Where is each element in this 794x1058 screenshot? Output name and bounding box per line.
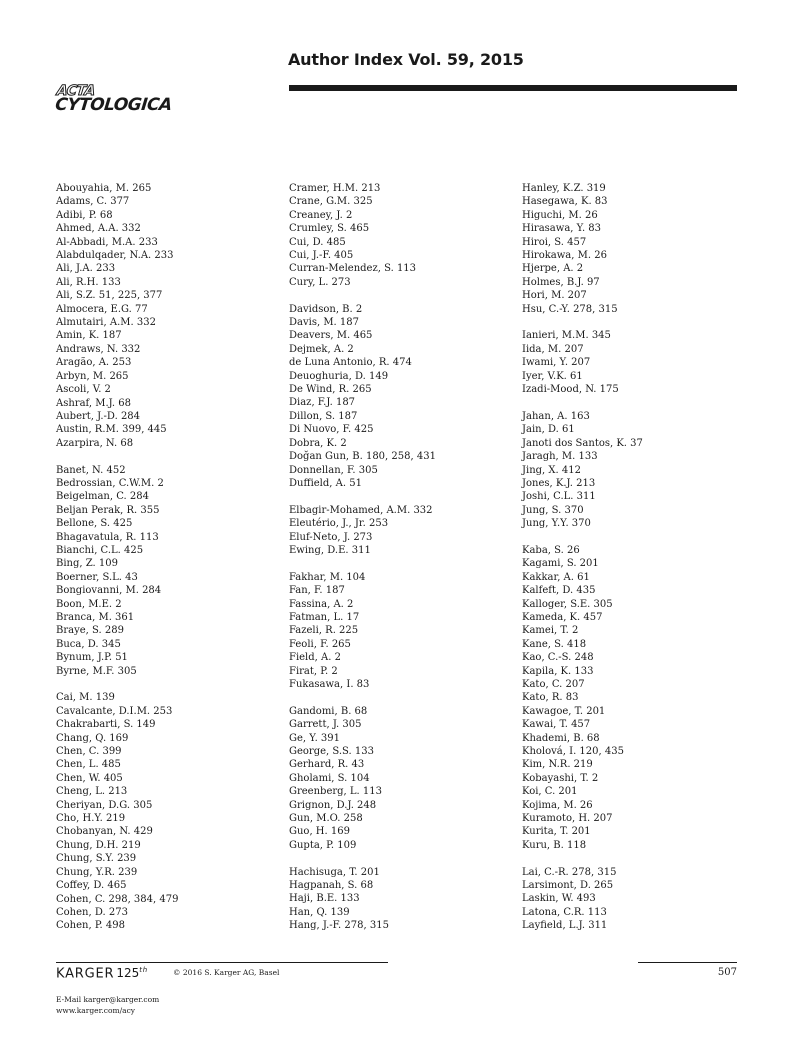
author-entry: Izadi-Mood, N. 175 bbox=[522, 384, 619, 396]
author-entry: Kalfeft, D. 435 bbox=[522, 585, 596, 597]
author-entry: Duffield, A. 51 bbox=[289, 477, 362, 489]
author-entry: Hang, J.-F. 278, 315 bbox=[289, 920, 389, 932]
author-entry: Fukasawa, I. 83 bbox=[289, 678, 370, 690]
author-entry: Kuramoto, H. 207 bbox=[522, 813, 613, 825]
author-entry: Ashraf, M.J. 68 bbox=[56, 397, 131, 409]
author-entry: Chobanyan, N. 429 bbox=[56, 826, 153, 838]
author-entry: Kamei, T. 2 bbox=[522, 625, 579, 637]
author-entry: Amin, K. 187 bbox=[56, 330, 122, 342]
author-entry: Eleutério, J., Jr. 253 bbox=[289, 518, 389, 530]
author-entry: Koi, C. 201 bbox=[522, 786, 578, 798]
author-entry: Grignon, D.J. 248 bbox=[289, 799, 377, 811]
author-entry: Bedrossian, C.W.M. 2 bbox=[56, 477, 164, 489]
author-entry: Almutairi, A.M. 332 bbox=[56, 317, 156, 329]
author-entry: George, S.S. 133 bbox=[289, 746, 374, 757]
author-entry: Banet, N. 452 bbox=[56, 464, 126, 476]
author-entry: Creaney, J. 2 bbox=[289, 209, 353, 221]
author-entry: Bhagavatula, R. 113 bbox=[56, 531, 159, 543]
author-entry: Bongiovanni, M. 284 bbox=[56, 585, 162, 597]
author-entry: Kawai, T. 457 bbox=[522, 719, 591, 731]
author-entry: Gun, M.O. 258 bbox=[289, 813, 363, 825]
author-entry: Ahmed, A.A. 332 bbox=[56, 223, 141, 235]
index-column-3 bbox=[522, 182, 754, 933]
author-entry: Iyer, V.K. 61 bbox=[522, 370, 583, 382]
author-entry: Jain, D. 61 bbox=[522, 424, 575, 436]
author-entry: Deuoghuria, D. 149 bbox=[289, 370, 389, 382]
author-entry: Byrne, M.F. 305 bbox=[56, 665, 137, 677]
logo-line-2: CYTOLOGICA bbox=[54, 95, 173, 115]
author-entry: Di Nuovo, F. 425 bbox=[289, 424, 374, 436]
publisher-name: KARGER bbox=[56, 966, 115, 982]
author-entry: Hiroi, S. 457 bbox=[522, 236, 587, 248]
author-entry: Fatman, L. 17 bbox=[289, 611, 360, 623]
journal-logo bbox=[54, 83, 174, 115]
author-entry: Adams, C. 377 bbox=[56, 196, 130, 208]
author-entry: Ewing, D.E. 311 bbox=[289, 544, 371, 556]
author-entry: Curran-Melendez, S. 113 bbox=[289, 263, 417, 275]
author-entry: Larsimont, D. 265 bbox=[522, 880, 614, 892]
author-entry: Kurita, T. 201 bbox=[522, 826, 591, 838]
author-entry: Chung, D.H. 219 bbox=[56, 839, 141, 851]
author-entry: Kawagoe, T. 201 bbox=[522, 705, 606, 717]
author-entry: Doğan Gun, B. 180, 258, 431 bbox=[289, 451, 436, 463]
footer-rule-right bbox=[638, 962, 737, 963]
author-entry: Almocera, E.G. 77 bbox=[56, 303, 148, 315]
author-entry: Eluf-Neto, J. 273 bbox=[289, 531, 373, 543]
author-entry: Kuru, B. 118 bbox=[522, 839, 587, 851]
author-entry: Al-Abbadi, M.A. 233 bbox=[56, 236, 158, 248]
journal-website-link[interactable]: www.karger.com/acy bbox=[56, 1006, 136, 1015]
author-entry: Cui, D. 485 bbox=[289, 236, 346, 248]
author-entry: Jaragh, M. 133 bbox=[522, 451, 598, 463]
author-entry: Beigelman, C. 284 bbox=[56, 491, 149, 503]
footer-rule-left bbox=[56, 962, 388, 963]
author-entry: Kalloger, S.E. 305 bbox=[522, 598, 613, 610]
author-entry: Firat, P. 2 bbox=[289, 665, 338, 677]
author-entry: Jahan, A. 163 bbox=[522, 410, 590, 422]
author-entry: Kameda, K. 457 bbox=[522, 611, 603, 623]
author-entry: Davidson, B. 2 bbox=[289, 303, 363, 315]
title-rule bbox=[289, 85, 737, 91]
author-entry: Buca, D. 345 bbox=[56, 638, 121, 650]
author-entry: Cohen, C. 298, 384, 479 bbox=[56, 893, 179, 905]
author-entry: Dillon, S. 187 bbox=[289, 410, 358, 422]
author-entry: Janoti dos Santos, K. 37 bbox=[522, 437, 643, 449]
author-entry: Diaz, F.J. 187 bbox=[289, 397, 356, 409]
author-entry: Cavalcante, D.I.M. 253 bbox=[56, 705, 173, 717]
author-entry: Kakkar, A. 61 bbox=[522, 571, 590, 583]
author-entry: Layfield, L.J. 311 bbox=[522, 920, 608, 932]
author-entry: Donnellan, F. 305 bbox=[289, 464, 378, 476]
author-entry: Hsu, C.-Y. 278, 315 bbox=[522, 303, 618, 315]
author-entry: Adibi, P. 68 bbox=[56, 209, 113, 221]
author-entry: Crumley, S. 465 bbox=[289, 223, 370, 235]
page-title: Author Index Vol. 59, 2015 bbox=[288, 50, 524, 69]
author-entry: Ge, Y. 391 bbox=[289, 732, 341, 744]
author-entry: Kaba, S. 26 bbox=[522, 544, 580, 556]
author-entry: Arbyn, M. 265 bbox=[56, 370, 129, 382]
author-entry: Jung, Y.Y. 370 bbox=[522, 518, 591, 530]
publisher-logo bbox=[56, 966, 148, 981]
author-entry: Cury, L. 273 bbox=[289, 276, 351, 288]
author-entry: Fakhar, M. 104 bbox=[289, 571, 366, 583]
author-entry: Hjerpe, A. 2 bbox=[522, 263, 584, 275]
group-gap bbox=[56, 450, 288, 463]
author-entry: Hirokawa, M. 26 bbox=[522, 250, 607, 262]
author-entry: Bing, Z. 109 bbox=[56, 558, 118, 570]
index-column-1 bbox=[56, 182, 288, 933]
author-entry: De Wind, R. 265 bbox=[289, 384, 372, 396]
author-entry: Kholová, I. 120, 435 bbox=[522, 746, 624, 758]
author-entry: Cohen, D. 273 bbox=[56, 906, 128, 918]
author-entry: Chakrabarti, S. 149 bbox=[56, 719, 156, 731]
author-entry: Dejmek, A. 2 bbox=[289, 343, 354, 355]
author-entry: Crane, G.M. 325 bbox=[289, 196, 373, 208]
author-entry: Feoli, F. 265 bbox=[289, 638, 351, 650]
author-entry: Guo, H. 169 bbox=[289, 826, 350, 838]
author-entry: Andraws, N. 332 bbox=[56, 343, 141, 355]
author-entry: Aubert, J.-D. 284 bbox=[56, 410, 141, 422]
author-entry: Coffey, D. 465 bbox=[56, 880, 127, 892]
author-entry: Ali, R.H. 133 bbox=[56, 276, 121, 288]
author-entry: Beljan Perak, R. 355 bbox=[56, 504, 160, 516]
group-gap bbox=[289, 557, 521, 570]
author-entry: Garrett, J. 305 bbox=[289, 719, 362, 731]
group-gap bbox=[522, 531, 754, 544]
author-entry: Chen, C. 399 bbox=[56, 746, 122, 758]
author-entry: Gupta, P. 109 bbox=[289, 839, 357, 851]
author-entry: Hagpanah, S. 68 bbox=[289, 880, 374, 892]
group-gap bbox=[522, 316, 754, 329]
author-entry: Jing, X. 412 bbox=[522, 464, 581, 476]
author-entry: Kojima, M. 26 bbox=[522, 799, 593, 811]
group-gap bbox=[289, 691, 521, 704]
author-entry: Deavers, M. 465 bbox=[289, 330, 373, 342]
author-entry: Ascoli, V. 2 bbox=[56, 384, 111, 396]
author-entry: Austin, R.M. 399, 445 bbox=[56, 424, 167, 436]
author-entry: Cheng, L. 213 bbox=[56, 786, 128, 798]
author-entry: Cui, J.-F. 405 bbox=[289, 250, 354, 262]
author-entry: Fan, F. 187 bbox=[289, 585, 345, 597]
author-entry: Chen, W. 405 bbox=[56, 772, 123, 784]
author-entry: Davis, M. 187 bbox=[289, 317, 359, 329]
author-entry: Cramer, H.M. 213 bbox=[289, 183, 381, 194]
author-entry: Greenberg, L. 113 bbox=[289, 786, 382, 798]
group-gap bbox=[522, 852, 754, 865]
author-entry: Elbagir-Mohamed, A.M. 332 bbox=[289, 504, 433, 516]
author-entry: Gandomi, B. 68 bbox=[289, 705, 368, 717]
author-entry: Chen, L. 485 bbox=[56, 759, 121, 771]
author-entry: Kao, C.-S. 248 bbox=[522, 652, 594, 664]
author-entry: Laskin, W. 493 bbox=[522, 893, 596, 905]
author-entry: Ianieri, M.M. 345 bbox=[522, 330, 611, 342]
author-entry: Holmes, B.J. 97 bbox=[522, 276, 600, 288]
author-entry: Cohen, P. 498 bbox=[56, 920, 125, 932]
author-entry: Kapila, K. 133 bbox=[522, 665, 594, 677]
author-entry: Ali, S.Z. 51, 225, 377 bbox=[56, 290, 163, 302]
author-entry: Dobra, K. 2 bbox=[289, 437, 347, 449]
author-entry: Boon, M.E. 2 bbox=[56, 598, 122, 610]
author-entry: Hanley, K.Z. 319 bbox=[522, 183, 606, 194]
author-entry: Jung, S. 370 bbox=[522, 504, 584, 516]
author-entry: Khademi, B. 68 bbox=[522, 732, 600, 744]
author-entry: Ali, J.A. 233 bbox=[56, 263, 116, 275]
index-column-2 bbox=[289, 182, 521, 933]
group-gap bbox=[289, 852, 521, 865]
author-entry: Fazeli, R. 225 bbox=[289, 625, 359, 637]
group-gap bbox=[56, 678, 288, 691]
author-entry: Field, A. 2 bbox=[289, 652, 341, 664]
logo-line-1: ACTA bbox=[55, 83, 96, 99]
author-entry: Haji, B.E. 133 bbox=[289, 893, 360, 905]
anniversary-number: 125 bbox=[116, 966, 140, 981]
author-entry: Alabdulqader, N.A. 233 bbox=[56, 250, 174, 262]
author-entry: Azarpira, N. 68 bbox=[56, 437, 134, 449]
author-entry: Bellone, S. 425 bbox=[56, 518, 133, 530]
author-entry: Hachisuga, T. 201 bbox=[289, 866, 380, 878]
author-entry: Bynum, J.P. 51 bbox=[56, 652, 128, 664]
author-entry: Chung, S.Y. 239 bbox=[56, 853, 137, 865]
author-entry: Cai, M. 139 bbox=[56, 692, 115, 704]
author-entry: Kobayashi, T. 2 bbox=[522, 772, 599, 784]
author-entry: Aragão, A. 253 bbox=[56, 357, 132, 369]
author-entry: Lai, C.-R. 278, 315 bbox=[522, 866, 617, 878]
author-entry: Latona, C.R. 113 bbox=[522, 906, 607, 918]
author-entry: Hasegawa, K. 83 bbox=[522, 196, 608, 208]
author-entry: Kagami, S. 201 bbox=[522, 558, 599, 570]
author-entry: Kato, C. 207 bbox=[522, 678, 585, 690]
author-entry: Han, Q. 139 bbox=[289, 906, 350, 918]
author-entry: Hori, M. 207 bbox=[522, 290, 587, 302]
author-entry: Kim, N.R. 219 bbox=[522, 759, 593, 771]
author-entry: Higuchi, M. 26 bbox=[522, 209, 598, 221]
author-entry: Fassina, A. 2 bbox=[289, 598, 354, 610]
copyright-notice: © 2016 S. Karger AG, Basel bbox=[173, 968, 280, 977]
author-entry: Boerner, S.L. 43 bbox=[56, 571, 138, 583]
author-entry: Joshi, C.L. 311 bbox=[522, 491, 596, 503]
author-entry: Kane, S. 418 bbox=[522, 638, 587, 650]
author-entry: Branca, M. 361 bbox=[56, 611, 135, 623]
author-entry: Iwami, Y. 207 bbox=[522, 357, 591, 369]
author-entry: Gholami, S. 104 bbox=[289, 772, 370, 784]
author-entry: Gerhard, R. 43 bbox=[289, 759, 365, 771]
author-entry: Hirasawa, Y. 83 bbox=[522, 223, 602, 235]
author-entry: Kato, R. 83 bbox=[522, 692, 579, 704]
page-number: 507 bbox=[717, 967, 737, 978]
group-gap bbox=[289, 289, 521, 302]
author-entry: Chung, Y.R. 239 bbox=[56, 866, 138, 878]
anniversary-mark: th bbox=[139, 966, 149, 974]
author-entry: Cho, H.Y. 219 bbox=[56, 813, 126, 825]
author-entry: Cheriyan, D.G. 305 bbox=[56, 799, 153, 811]
author-entry: de Luna Antonio, R. 474 bbox=[289, 357, 412, 369]
author-entry: Bianchi, C.L. 425 bbox=[56, 544, 144, 556]
author-entry: Jones, K.J. 213 bbox=[522, 477, 596, 489]
group-gap bbox=[289, 490, 521, 503]
contact-email[interactable]: E-Mail karger@karger.com bbox=[56, 995, 160, 1004]
author-entry: Iida, M. 207 bbox=[522, 343, 584, 355]
author-entry: Abouyahia, M. 265 bbox=[56, 183, 152, 194]
group-gap bbox=[522, 396, 754, 409]
author-entry: Braye, S. 289 bbox=[56, 625, 124, 637]
author-entry: Chang, Q. 169 bbox=[56, 732, 129, 744]
